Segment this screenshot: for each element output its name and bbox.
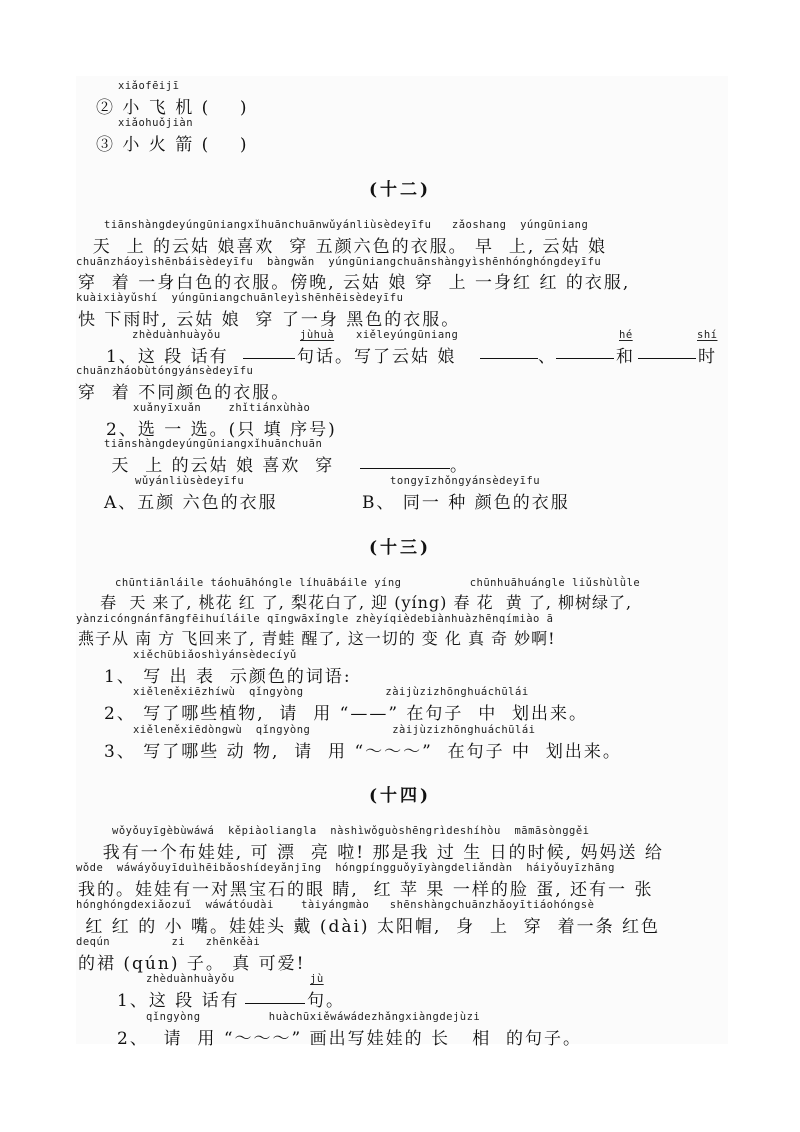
passage-line: 穿 着 一身白色的衣服。傍晚, 云姑 娘 穿 上 一身红 红 的衣服, (78, 273, 631, 293)
passage-line: 的裙 (qún) 子。 真 可爱! (78, 954, 306, 974)
question-1-text: 、 (538, 347, 557, 367)
item-small-plane: ② 小 飞 机 ( ) (96, 98, 249, 118)
pinyin-line: zhèduànhuàyǒu (132, 329, 221, 341)
pinyin-line: hé (619, 329, 633, 341)
pinyin-line: chuānzháobùtóngyánsèdeyīfu (76, 365, 254, 377)
section-heading-14: (十四) (368, 786, 432, 806)
question-1-cont: 穿 着 不同颜色的衣服。 (78, 383, 291, 403)
pinyin-line: hónghóngdexiǎozuǐ wáwátóudài tàiyángmào shēnshàngchuānzhǎoyītiáohóngsè (76, 899, 595, 911)
pinyin-line: tiānshàngdeyúngūniangxǐhuānchuānwǔyánliùsèdeyīfu zǎoshang yúngūniang (104, 219, 589, 231)
question-2: 2、 写了哪些植物, 请 用 “——” 在句子 中 划出来。 (104, 704, 589, 724)
question-2: 2、 请 用 “～～～” 画出写娃娃的 长 相 的句子。 (117, 1029, 583, 1049)
pinyin-line: jù (310, 973, 324, 985)
pinyin-line: kuàixiàyǔshí yúngūniangchuānleyìshēnhēisèdeyīfu (76, 292, 404, 304)
question-1: 1、 写 出 表 示颜色的词语: (104, 667, 352, 687)
pinyin-line: xiěchūbiǎoshìyánsèdecíyǔ (133, 649, 297, 661)
answer-blank[interactable] (360, 468, 450, 469)
pinyin-line: yànzicóngnánfāngfēihuíláile qīngwāxǐngle zhèyíqièdebiànhuàzhēnqímiào ā (76, 613, 554, 625)
pinyin-line: wǒyǒuyīgèbùwáwá kěpiàoliangla nàshìwǒguòshēngrìdeshíhòu māmāsònggěi (112, 825, 590, 837)
section-heading-12: (十二) (368, 180, 432, 200)
pinyin-line: xuǎnyīxuǎn zhǐtiánxùhào (133, 402, 311, 414)
pinyin-line: xiěleněxiēzhíwù qǐngyòng zàijùzizhōnghuáchūlái (133, 686, 529, 698)
passage-line: 燕子从 南 方 飞回来了, 青蛙 醒了, 这一切的 变 化 真 奇 妙啊! (78, 629, 556, 648)
pinyin-line: xiěleyúngūniang (356, 329, 459, 341)
pinyin-line: zhèduànhuàyǒu (146, 973, 235, 985)
answer-blank[interactable] (638, 358, 696, 359)
passage-line: 红 红 的 小 嘴。娃娃头 戴 (dài) 太阳帽, 身 上 穿 着一条 红色 (78, 917, 660, 937)
answer-blank[interactable] (245, 1003, 305, 1004)
passage-line: 我的。娃娃有一对黑宝石的眼 睛, 红 苹 果 一样的脸 蛋, 还有一 张 (78, 880, 654, 900)
section-heading-13: (十三) (368, 538, 432, 558)
pinyin-line: xiǎofēijī (118, 80, 180, 92)
passage-line: 我有一个布娃娃, 可 漂 亮 啦! 那是我 过 生 日的时候, 妈妈送 给 (88, 843, 664, 863)
pinyin-line: shí (697, 329, 718, 341)
answer-blank[interactable] (556, 358, 614, 359)
option-b: B、 同一 种 颜色的衣服 (362, 493, 570, 513)
question-1-text: 时 (698, 347, 717, 367)
question-2: 2、选 一 选。(只 填 序号) (106, 420, 337, 440)
question-1-text: 和 (616, 347, 635, 367)
pinyin-line: tiānshàngdeyúngūniangxǐhuānchuān (104, 438, 323, 450)
question-1-text: 句。 (307, 991, 345, 1011)
answer-blank[interactable] (243, 358, 295, 359)
passage-line: 快 下雨时, 云姑 娘 穿 了一身 黑色的衣服。 (78, 310, 461, 330)
pinyin-line: wǒde wáwáyǒuyīduìhēibǎoshídeyǎnjīng hóngpíngguǒyīyàngdeliǎndàn háiyǒuyīzhāng (76, 862, 615, 874)
pinyin-line: deqún zi zhēnkěài (76, 936, 261, 948)
option-a: A、五颜 六色的衣服 (104, 493, 278, 513)
pinyin-line: chūntiānláile táohuāhóngle líhuābáile yíng chūnhuāhuángle liǔshùlǜle (115, 577, 641, 589)
question-3: 3、 写了哪些 动 物, 请 用 “～～～” 在句子 中 划出来。 (104, 742, 622, 762)
pinyin-line: jùhuà (300, 329, 335, 341)
question-1: 1、这 段 话有 (117, 991, 240, 1011)
pinyin-line: tongyīzhǒngyánsèdeyīfu (390, 475, 541, 487)
passage-line: 天 上 的云姑 娘喜欢 穿 五颜六色的衣服。 早 上, 云姑 娘 (78, 237, 608, 257)
question-1-text: 句话。写了云姑 娘 (297, 347, 457, 367)
question-1: 1、这 段 话有 (106, 347, 229, 367)
pinyin-line: wǔyánliùsèdeyīfu (135, 475, 245, 487)
question-2-stem: 天 上 的云姑 娘 喜欢 穿 (104, 456, 335, 476)
item-small-rocket: ③ 小 火 箭 ( ) (96, 135, 249, 155)
pinyin-line: xiěleněxiēdòngwù qǐngyòng zàijùzizhōnghuáchūlái (133, 724, 536, 736)
answer-blank[interactable] (480, 358, 538, 359)
pinyin-line: qǐngyòng huàchūxiěwáwádezhǎngxiàngdejùzi (146, 1011, 481, 1023)
pinyin-line: chuānzháoyìshēnbáisèdeyīfu bàngwǎn yúngūniangchuānshàngyìshēnhónghóngdeyīfu (76, 256, 602, 268)
pinyin-line: xiǎohuǒjiàn (118, 117, 194, 129)
question-2-stem-end: 。 (450, 456, 469, 476)
passage-line: 春 天 来了, 桃花 红 了, 梨花白了, 迎 (yíng) 春 花 黄 了, 柳树绿了, (88, 593, 633, 612)
